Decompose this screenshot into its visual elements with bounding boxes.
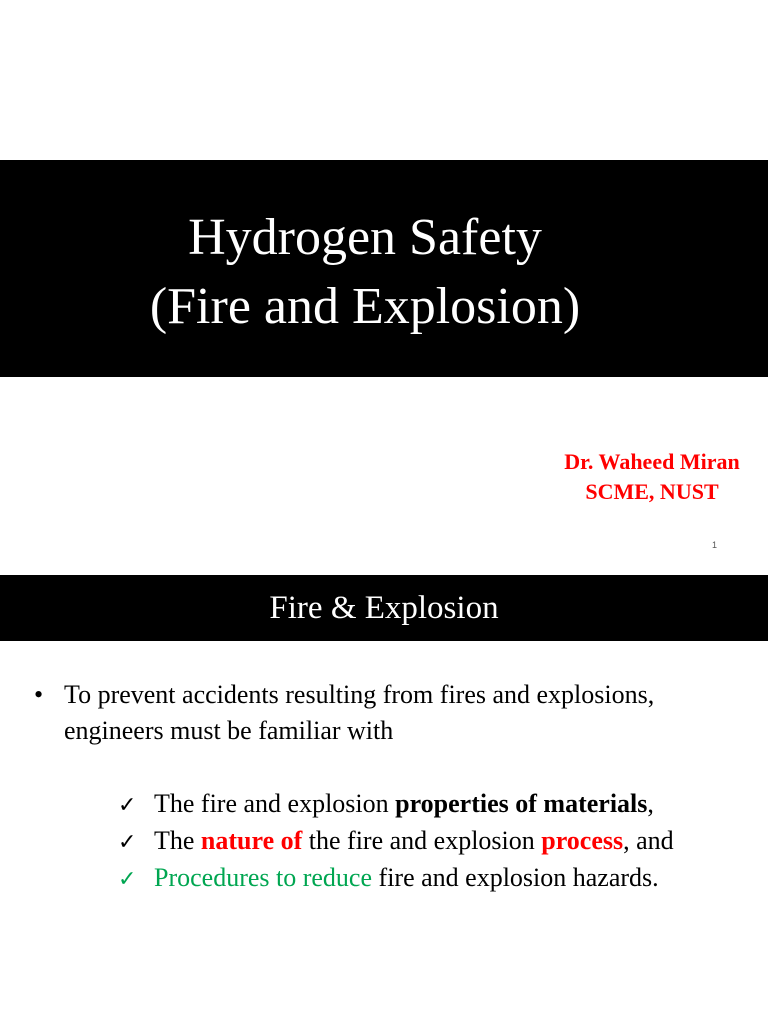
title-band <box>0 160 768 377</box>
item-text: the fire and explosion <box>302 826 542 855</box>
item-text: The fire and explosion <box>154 789 396 818</box>
item-emphasis: process <box>541 826 624 855</box>
checkmark-icon: ✓ <box>118 867 137 892</box>
bullet-point <box>34 677 754 749</box>
item-emphasis: Procedures to reduce <box>154 863 373 892</box>
bullet-icon: • <box>34 680 44 709</box>
slide-title-line-2: (Fire and Explosion) <box>149 278 581 335</box>
section-header-band <box>0 575 768 641</box>
checkmark-icon: ✓ <box>118 830 137 855</box>
checklist-item <box>118 785 768 822</box>
author-name: Dr. Waheed Miran <box>564 449 740 474</box>
checklist-item <box>118 822 768 859</box>
slide-title-line-1: Hydrogen Safety <box>188 209 542 266</box>
bullet-text: To prevent accidents resulting from fires and explosions, engineers must be familiar with <box>64 680 655 745</box>
item-text: , <box>647 789 654 818</box>
item-emphasis: nature of <box>200 826 303 855</box>
checklist-item <box>118 859 768 896</box>
item-text: The <box>154 826 201 855</box>
item-text: fire and explosion hazards. <box>372 863 659 892</box>
page-number: 1 <box>712 540 718 550</box>
author-affiliation: SCME, NUST <box>585 479 719 504</box>
section-title: Fire & Explosion <box>269 590 499 626</box>
item-text: , and <box>623 826 674 855</box>
item-emphasis: properties of materials <box>395 789 648 818</box>
checkmark-icon: ✓ <box>118 793 137 818</box>
checklist <box>118 785 768 896</box>
